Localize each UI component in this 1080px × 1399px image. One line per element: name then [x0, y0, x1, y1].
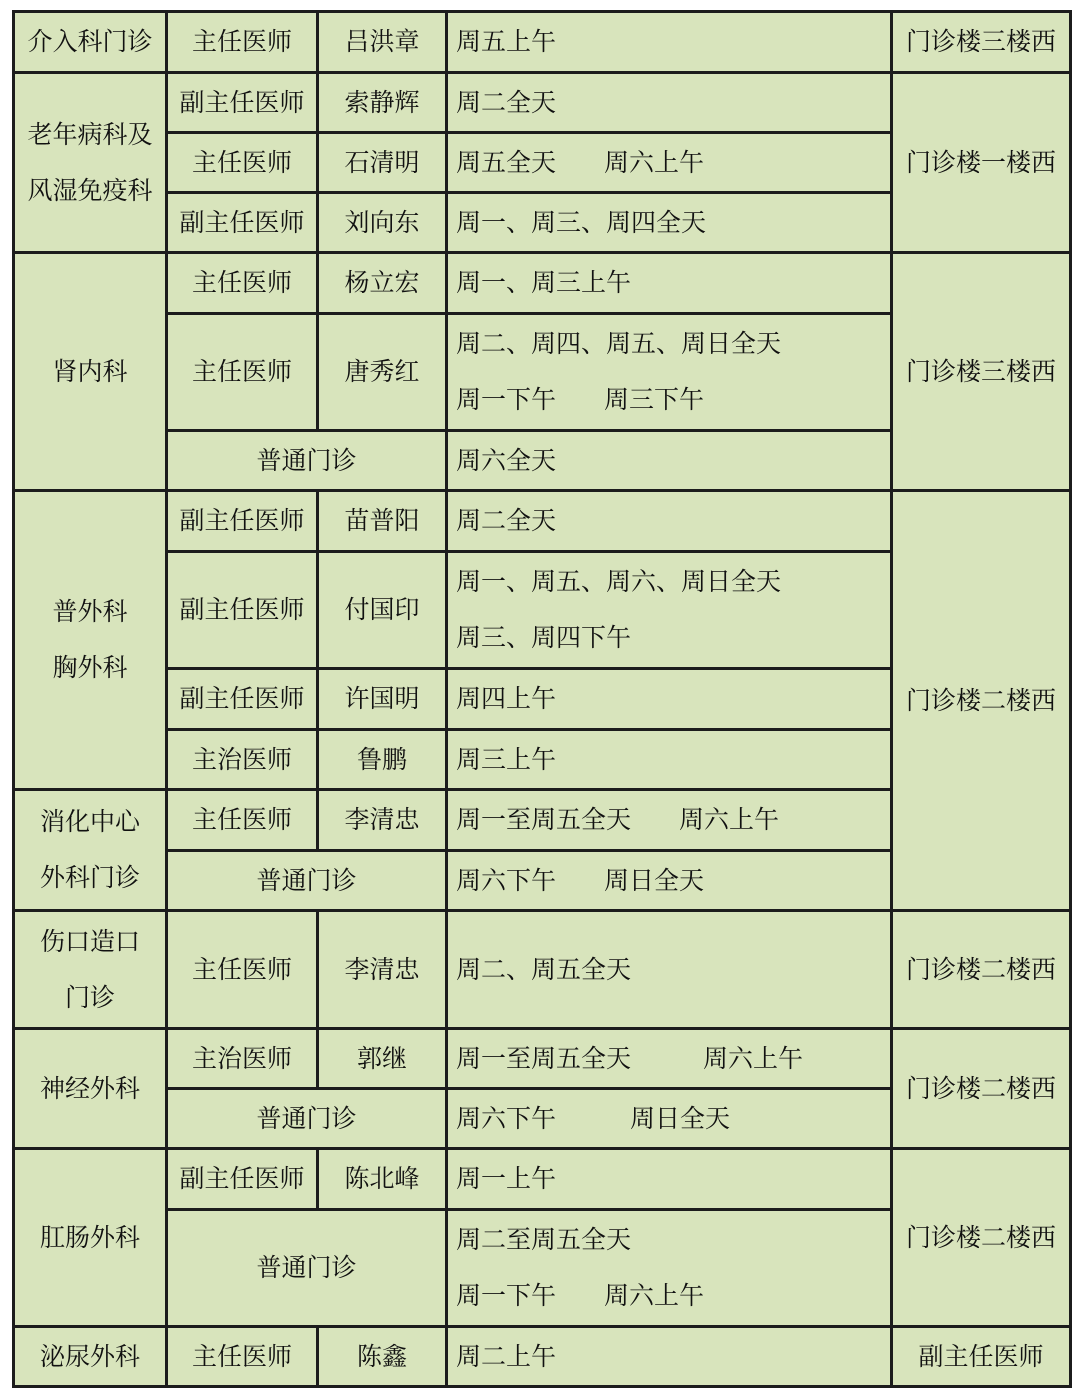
table-row: [14, 911, 1071, 1029]
table-row: [14, 1149, 1071, 1210]
dept-cell: 神经外科: [14, 1029, 167, 1149]
general-clinic-cell: 普通门诊: [167, 431, 447, 491]
location-cell: 门诊楼三楼西: [892, 253, 1071, 491]
title-cell: 主任医师: [167, 133, 318, 193]
title-cell: 副主任医师: [167, 669, 318, 730]
dept-cell: 肾内科: [14, 253, 167, 491]
doctor-cell: 刘向东: [318, 193, 447, 253]
general-clinic-cell: 普通门诊: [167, 1210, 447, 1327]
title-cell: 主任医师: [167, 790, 318, 851]
schedule-cell: 周二全天: [447, 491, 892, 552]
title-cell: 主任医师: [167, 911, 318, 1029]
schedule-cell: 周一、周三、周四全天: [447, 193, 892, 253]
schedule-cell: 周六下午 周日全天: [447, 851, 892, 911]
schedule-cell: 周二、周四、周五、周日全天 周一下午 周三下午: [447, 314, 892, 431]
title-cell: 副主任医师: [167, 491, 318, 552]
doctor-cell: 李清忠: [318, 911, 447, 1029]
doctor-cell: 鲁鹏: [318, 730, 447, 790]
title-cell: 副主任医师: [167, 193, 318, 253]
doctor-cell: 唐秀红: [318, 314, 447, 431]
title-cell: 主治医师: [167, 730, 318, 790]
outpatient-schedule-table: [12, 10, 1072, 1388]
title-cell: 主任医师: [167, 314, 318, 431]
location-cell: 门诊楼三楼西: [892, 12, 1071, 73]
schedule-cell: 周一上午: [447, 1149, 892, 1210]
dept-cell: 消化中心 外科门诊: [14, 790, 167, 911]
doctor-cell: 李清忠: [318, 790, 447, 851]
table-row: [14, 12, 1071, 73]
doctor-cell: 杨立宏: [318, 253, 447, 314]
doctor-cell: 付国印: [318, 552, 447, 669]
doctor-cell: 许国明: [318, 669, 447, 730]
dept-cell: 伤口造口 门诊: [14, 911, 167, 1029]
doctor-cell: 吕洪章: [318, 12, 447, 73]
doctor-cell: 苗普阳: [318, 491, 447, 552]
dept-cell: 老年病科及 风湿免疫科: [14, 73, 167, 253]
location-cell: 门诊楼二楼西: [892, 911, 1071, 1029]
title-cell: 副主任医师: [167, 73, 318, 133]
schedule-cell: 周二全天: [447, 73, 892, 133]
schedule-cell: 周六下午 周日全天: [447, 1089, 892, 1149]
table-row: [14, 1029, 1071, 1089]
title-cell: 副主任医师: [167, 552, 318, 669]
table-row: [14, 1327, 1071, 1387]
dept-cell: 泌尿外科: [14, 1327, 167, 1387]
schedule-cell: 周三上午: [447, 730, 892, 790]
schedule-cell: 周五上午: [447, 12, 892, 73]
schedule-cell: 周五全天 周六上午: [447, 133, 892, 193]
doctor-cell: 陈鑫: [318, 1327, 447, 1387]
doctor-cell: 陈北峰: [318, 1149, 447, 1210]
location-cell: 副主任医师: [892, 1327, 1071, 1387]
table-row: [14, 491, 1071, 552]
dept-cell: 介入科门诊: [14, 12, 167, 73]
title-cell: 副主任医师: [167, 1149, 318, 1210]
table-row: [14, 73, 1071, 133]
schedule-cell: 周一至周五全天 周六上午: [447, 1029, 892, 1089]
schedule-cell: 周一至周五全天 周六上午: [447, 790, 892, 851]
doctor-cell: 索静辉: [318, 73, 447, 133]
schedule-cell: 周二、周五全天: [447, 911, 892, 1029]
schedule-cell: 周一、周五、周六、周日全天 周三、周四下午: [447, 552, 892, 669]
schedule-cell: 周二上午: [447, 1327, 892, 1387]
schedule-cell: 周四上午: [447, 669, 892, 730]
schedule-cell: 周六全天: [447, 431, 892, 491]
title-cell: 主任医师: [167, 253, 318, 314]
title-cell: 主任医师: [167, 12, 318, 73]
dept-cell: 肛肠外科: [14, 1149, 167, 1327]
general-clinic-cell: 普通门诊: [167, 851, 447, 911]
schedule-cell: 周一、周三上午: [447, 253, 892, 314]
location-cell: 门诊楼二楼西: [892, 491, 1071, 911]
doctor-cell: 郭继: [318, 1029, 447, 1089]
location-cell: 门诊楼二楼西: [892, 1149, 1071, 1327]
table-row: [14, 253, 1071, 314]
schedule-cell: 周二至周五全天 周一下午 周六上午: [447, 1210, 892, 1327]
location-cell: 门诊楼一楼西: [892, 73, 1071, 253]
general-clinic-cell: 普通门诊: [167, 1089, 447, 1149]
doctor-cell: 石清明: [318, 133, 447, 193]
title-cell: 主治医师: [167, 1029, 318, 1089]
dept-cell: 普外科 胸外科: [14, 491, 167, 790]
title-cell: 主任医师: [167, 1327, 318, 1387]
location-cell: 门诊楼二楼西: [892, 1029, 1071, 1149]
schedule-sheet: [12, 10, 1072, 1388]
